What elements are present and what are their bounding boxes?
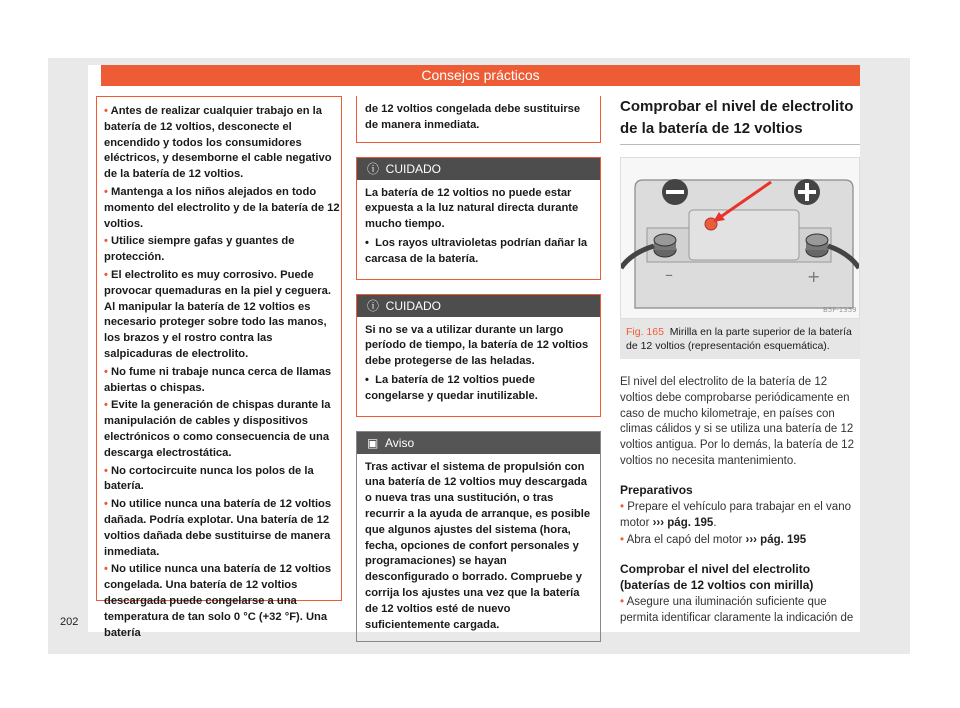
- figure-code: B5F-1359: [823, 306, 857, 314]
- subheading-check: Comprobar el nivel del electrolito (baterías de 12 voltios con mirilla): [620, 562, 814, 593]
- caution-text: Si no se va a utilizar durante un largo período de tiempo, la batería de 12 voltios debe protegerse de las heladas.: [365, 323, 589, 368]
- battery-figure: [620, 157, 860, 319]
- list-item: • Prepare el vehículo para trabajar en el vano motor ››› pág. 195.: [620, 500, 851, 529]
- subheading-prep: Preparativos: [620, 482, 693, 497]
- page-link[interactable]: ››› pág. 195: [652, 516, 714, 529]
- list-item: • No cortocircuite nunca los polos de la batería.: [104, 464, 314, 493]
- list-item: • Asegure una iluminación suficiente que permita identificar claramente la indicación de: [620, 596, 854, 624]
- list-item: • La batería de 12 voltios puede congelarse y quedar inutilizable.: [365, 373, 538, 402]
- section-title: Comprobar el nivel de electrolito de la batería de 12 voltios: [620, 96, 860, 145]
- list-item: • Los rayos ultravioletas podrían dañar la carcasa de la batería.: [365, 236, 588, 265]
- battery-illustration: [621, 158, 859, 318]
- info-icon: ⓘ: [367, 298, 386, 313]
- list-item: • Mantenga a los niños alejados en todo momento del electrolito y de la batería de 12 voltios.: [104, 185, 340, 230]
- page-number: 202: [60, 616, 79, 628]
- caution-header: ⓘ CUIDADO: [357, 295, 600, 317]
- caution-box: [356, 294, 601, 417]
- svg-text:+: +: [807, 267, 821, 286]
- right-column: [620, 96, 860, 627]
- list-item: • Abra el capó del motor ››› pág. 195: [620, 534, 807, 547]
- warning-continuation: de 12 voltios congelada debe sustituirse de manera inmediata.: [356, 96, 601, 143]
- list-item: • El electrolito es muy corrosivo. Puede provocar quemaduras en la piel y ceguera. Al manipular la batería de 12 voltios es necesario proteger sobre todo las manos, los brazos y el rostro contra las salpicaduras de electrolito.: [104, 268, 331, 360]
- figure-caption: Fig. 165 Mirilla en la parte superior de la batería de 12 voltios (representación esquemática).: [620, 319, 860, 359]
- svg-text:–: –: [665, 265, 673, 284]
- list-item: • Utilice siempre gafas y guantes de protección.: [104, 235, 295, 264]
- list-item: • No utilice nunca una batería de 12 voltios dañada. Podría explotar. Una batería de 12 voltios dañada debe sustituirse de manera inmediata.: [104, 498, 332, 558]
- list-item: • Antes de realizar cualquier trabajo en la batería de 12 voltios, desconecte el encendido y todos los consumidores eléctricos, y desemborne el cable negativo de la batería de 12 voltios.: [104, 105, 332, 181]
- note-icon: ▣: [367, 435, 386, 450]
- list-item: • Evite la generación de chispas durante la manipulación de cables y dispositivos electrónicos o como consecuencia de una descarga electrostática.: [104, 399, 331, 459]
- info-icon: ⓘ: [367, 161, 386, 176]
- page-header: Consejos prácticos: [101, 65, 860, 86]
- page-link[interactable]: ››› pág. 195: [745, 534, 807, 547]
- body-paragraph: El nivel del electrolito de la batería de 12 voltios debe comprobarse periódicamente en caso de mucho kilometraje, en países con climas cálidos y si se utiliza una batería de 12 voltios antigua. Por lo demás, la batería de 12 voltios no necesita mantenimiento.: [620, 376, 854, 467]
- list-item: • No utilice nunca una batería de 12 voltios congelada. Una batería de 12 voltios descargada puede congelarse a una temperatura de tan solo 0 °C (+32 °F). Una batería: [104, 563, 332, 639]
- middle-column: [356, 96, 601, 642]
- caution-box: [356, 157, 601, 280]
- warning-bullets: [104, 104, 342, 643]
- list-item: • No fume ni trabaje nunca cerca de llamas abiertas o chispas.: [104, 365, 332, 394]
- note-header: ▣ Aviso: [357, 432, 600, 454]
- caution-header: ⓘ CUIDADO: [357, 158, 600, 180]
- caution-text: La batería de 12 voltios no puede estar expuesta a la luz natural directa durante mucho tiempo.: [365, 186, 579, 231]
- note-box: [356, 431, 601, 643]
- note-text: Tras activar el sistema de propulsión con una batería de 12 voltios muy descargada o nueva tras una sustitución, o tras recurrir a la ayuda de arranque, es posible que algunos ajustes del sistema (hora, fecha, opciones de confort personales y programaciones) se hayan desconfigurado o borrado. Compruebe y corrija los ajustes una vez que la batería de 12 voltios esté de nuevo suficientemente cargada.: [365, 460, 591, 631]
